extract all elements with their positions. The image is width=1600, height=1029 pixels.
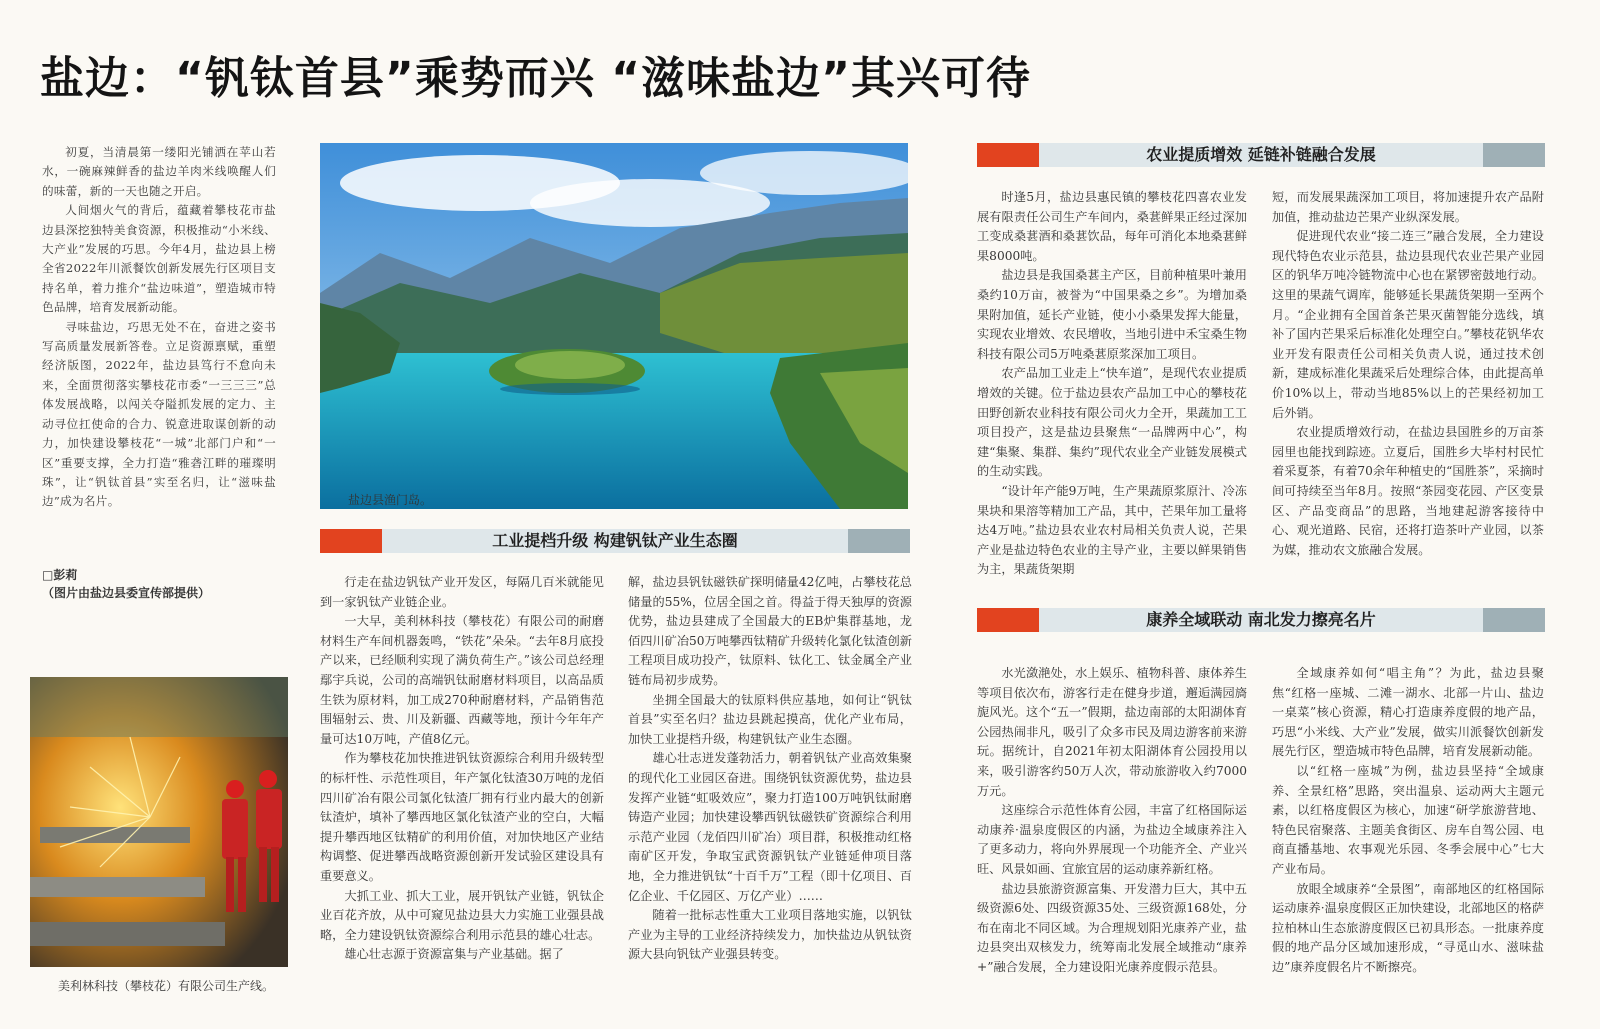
section-heading-agriculture <box>977 143 1545 167</box>
section-title: 康养全域联动 南北发力擦亮名片 <box>1146 610 1376 629</box>
paragraph: 盐边县旅游资源富集、开发潜力巨大，其中五级资源6处、四级资源35处、三级资源168处，分布在南北不同区域。为合理规划阳光康养产业，盐边县突出双核发力，统筹南北发展全域推动“康养+”融合发展，全力建设阳光康养度假示范县。 <box>977 881 1247 974</box>
paragraph: 时逢5月，盐边县惠民镇的攀枝花四喜农业发展有限责任公司生产车间内，桑葚鲜果正经过深加工变成桑葚酒和桑葚饮品，每年可消化本地桑葚鲜果8000吨。 <box>977 190 1247 263</box>
intro-column <box>42 143 276 512</box>
intro-paragraph: 初夏，当清晨第一缕阳光铺洒在苹山若水，一碗麻辣鲜香的盐边羊肉米线唤醒人们的味蕾，新的一天也随之开启。 <box>42 145 276 198</box>
paragraph: 雄心壮志迸发蓬勃活力，朝着钒钛产业高效集聚的现代化工业园区奋进。围绕钒钛资源优势，盐边县发挥产业链“虹吸效应”，聚力打造100万吨钒钛耐磨铸造产业园；加快建设攀西钒钛磁铁矿资源综合利用示范产业园（龙佰四川矿冶）项目群，积极推动红格南矿区开发，争取宝武资源钒钛产业链延伸项目落地，全力推进钒钛“十百千万”工程（即十亿项目、百亿企业、千亿园区、万亿产业）…… <box>628 751 912 903</box>
paragraph: 随着一批标志性重大工业项目落地实施，以钒钛产业为主导的工业经济持续发力，加快盐边从钒钛资源大县向钒钛产业强县转变。 <box>628 908 912 962</box>
lake-photo <box>320 143 908 509</box>
factory-photo <box>30 677 288 967</box>
paragraph: 一大早，美利林科技（攀枝花）有限公司的耐磨材料生产车间机器轰鸣，“铁花”朵朵。“去年8月底投产以来，已经顺利实现了满负荷生产。”该公司总经理鄢宇兵说，公司的高端钒钛耐磨材料项目，以高品质生铁为原材料，加工成270种耐磨材料，产品销售范围辐射云、贵、川及新疆、西藏等地，预计今年年产量可达10万吨，产值8亿元。 <box>320 614 604 746</box>
agriculture-column-2 <box>1272 188 1544 560</box>
intro-paragraph: 人间烟火气的背后，蕴藏着攀枝花市盐边县深挖独特美食资源，积极推动“小米线、大产业”发展的巧思。今年4月，盐边县上榜全省2022年川派餐饮创新发展先行区项目支持名单，着力推介“盐边味道”，塑造城市特色品牌，培育发展新动能。 <box>42 203 276 315</box>
paragraph: 农业提质增效行动，在盐边县国胜乡的万亩茶园里也能找到踪迹。立夏后，国胜乡大毕村村民忙着采夏茶，有着70余年种植史的“国胜茶”，采摘时间可持续至当年8月。按照“茶园变花园、产区变景区、产品变商品”的思路，当地建起游客接待中心、观光道路、民宿，还将打造茶叶产业园，以茶为媒，推动农文旅融合发展。 <box>1272 425 1544 557</box>
paragraph: 农产品加工业走上“快车道”，是现代农业提质增效的关键。位于盐边县农产品加工中心的攀枝花田野创新农业科技有限公司火力全开，果蔬加工工项目投产，这是盐边县聚焦“一品牌两中心”，构建“集聚、集群、集约”现代农业全产业链发展模式的生动实践。 <box>977 366 1247 479</box>
photo-credit: （图片由盐边县委宣传部提供） <box>42 586 211 600</box>
paragraph: 这座综合示范性体育公园，丰富了红格国际运动康养·温泉度假区的内涵，为盐边全域康养注入了更多动力，将向外界展现一个功能齐全、产业兴旺、风景如画、宜旅宜居的运动康养新红格。 <box>977 803 1247 876</box>
paragraph: 盐边县是我国桑葚主产区，目前种植果叶兼用桑约10万亩，被誉为“中国果桑之乡”。为增加桑果附加值，延长产业链，使小小桑果发挥大能量，实现农业增效、农民增收，当地引进中禾宝桑生物科技有限公司5万吨桑葚原浆深加工项目。 <box>977 268 1247 361</box>
paragraph: 放眼全域康养“全景图”，南部地区的红格国际运动康养·温泉度假区正加快建设，北部地区的格萨拉柏林山生态旅游度假区已初具形态。一批康养度假的地产品分区域加速形成，“寻觅山水、滋味盐边”康养度假名片不断擦亮。 <box>1272 881 1544 974</box>
paragraph: 短，而发展果蔬深加工项目，将加速提升农产品附加值，推动盐边芒果产业纵深发展。 <box>1272 190 1544 224</box>
section-heading-wellness <box>977 608 1545 632</box>
heading-accent-right <box>848 529 910 553</box>
paragraph: 雄心壮志源于资源富集与产业基础。据了 <box>344 947 564 962</box>
heading-accent-left <box>977 608 1039 632</box>
paragraph: 全域康养如何“唱主角”？为此，盐边县聚焦“红格一座城、二滩一湖水、北部一片山、盐边一桌菜”核心资源，精心打造康养度假的地产品，巧思“小米线、大产业”发展，做实川派餐饮创新发展先行区，塑造城市特色品牌，培育发展新动能。 <box>1272 666 1544 759</box>
section-title: 工业提档升级 构建钒钛产业生态圈 <box>492 531 738 550</box>
lake-photo-image <box>320 143 908 509</box>
headline: 盐边：“钒钛首县”乘势而兴 “滋味盐边”其兴可待 <box>40 53 1031 104</box>
paragraph: 以“红格一座城”为例，盐边县坚持“全域康养、全景红格”思路，突出温泉、运动两大主题元素，以红格度假区为核心，加速“研学旅游营地、特色民宿聚落、主题美食街区、房车自驾公园、电商直播基地、农事观光乐园、冬季会展中心”七大产业布局。 <box>1272 763 1544 876</box>
heading-accent-right <box>1483 608 1545 632</box>
industry-column-2 <box>628 573 912 965</box>
paragraph: 作为攀枝花加快推进钒钛资源综合利用升级转型的标杆性、示范性项目，年产氯化钛渣30万吨的龙佰四川矿冶有限公司氯化钛渣厂拥有行业内最大的创新钛渣炉，填补了攀西地区氯化钛渣产业的空白，大幅提升攀西地区钛精矿的利用价值，对加快地区产业结构调整、促进攀西战略资源创新开发试验区建设具有重要意义。 <box>320 751 604 883</box>
paragraph: 水光潋滟处，水上娱乐、植物科普、康体养生等项目依次布，游客行走在健身步道，邂逅满园旖旎风光。这个“五一”假期，盐边南部的太阳湖体育公园热闹非凡，吸引了众多市民及周边游客前来游玩。据统计，自2021年初太阳湖体育公园投用以来，吸引游客约50万人次，带动旅游收入约7000万元。 <box>977 666 1247 798</box>
paragraph: 大抓工业、抓大工业，展开钒钛产业链，钒钛企业百花齐放，从中可窥见盐边县大力实施工业强县战略，全力建设钒钛资源综合利用示范县的雄心壮志。 <box>320 888 604 942</box>
paragraph: 解，盐边县钒钛磁铁矿探明储量42亿吨，占攀枝花总储量的55%，位居全国之首。得益于得天独厚的资源优势，盐边县建成了全国最大的EB炉集群基地，龙佰四川矿冶50万吨攀西钛精矿升级转化氯化钛渣创新工程项目成功投产，钛原料、钛化工、钛金属全产业链布局初步成势。 <box>628 575 912 687</box>
heading-accent-right <box>1483 143 1545 167</box>
factory-photo-image <box>30 677 288 967</box>
wellness-column-1 <box>977 664 1247 978</box>
factory-caption: 美利林科技（攀枝花）有限公司生产线。 <box>58 979 275 993</box>
author-name: □彭莉 <box>42 568 78 582</box>
section-heading-industry <box>320 529 910 553</box>
heading-accent-left <box>977 143 1039 167</box>
agriculture-column-1 <box>977 188 1247 580</box>
section-title: 农业提质增效 延链补链融合发展 <box>1146 145 1376 164</box>
paragraph: “设计年产能9万吨，生产果蔬原浆原汁、冷冻果块和果溶等精加工产品，其中，芒果年加工量将达4万吨。”盐边县农业农村局相关负责人说，芒果产业是盐边特色农业的主导产业，主要以鲜果销售为主，果蔬货架期 <box>977 483 1247 577</box>
lake-caption: 盐边县渔门岛。 <box>348 493 433 507</box>
paragraph: 促进现代农业“接二连三”融合发展，全力建设现代特色农业示范县，盐边县现代农业芒果产业园区的钒华万吨冷链物流中心也在紧锣密鼓地行动。这里的果蔬气调库，能够延长果蔬货架期一至两个月。“企业拥有全国首条芒果灭菌智能分选线，填补了国内芒果采后标准化处理空白。”攀枝花钒华农业开发有限责任公司相关负责人说，通过技术创新，建成标准化果蔬采后处理综合体，由此提高单价10%以上，带动当地85%以上的芒果经初加工后外销。 <box>1272 229 1544 420</box>
paragraph: 坐拥全国最大的钛原料供应基地，如何让“钒钛首县”实至名归？盐边县跳起摸高，优化产业布局，加快工业提档升级，构建钒钛产业生态圈。 <box>628 692 912 746</box>
intro-paragraph: 寻味盐边，巧思无处不在，奋进之姿书写高质量发展新答卷。立足资源禀赋，重塑经济版图，2022年，盐边县笃行不怠向未来，全面贯彻落实攀枝花市委“一三三三”总体发展战略，以闯关夺隘抓发展的定力、主动寻位扛使命的合力、锐意进取谋创新的动力，加快建设攀枝花“一城”北部门户和“一区”重要支撑，全力打造“雅砻江畔的璀璨明珠”，让“钒钛首县”实至名归，让“滋味盐边”成为名片。 <box>42 319 276 509</box>
industry-column-1 <box>320 573 604 965</box>
wellness-column-2 <box>1272 664 1544 978</box>
paragraph: 行走在盐边钒钛产业开发区，每隔几百米就能见到一家钒钛产业链企业。 <box>320 575 604 609</box>
heading-accent-left <box>320 529 382 553</box>
byline <box>42 566 282 602</box>
